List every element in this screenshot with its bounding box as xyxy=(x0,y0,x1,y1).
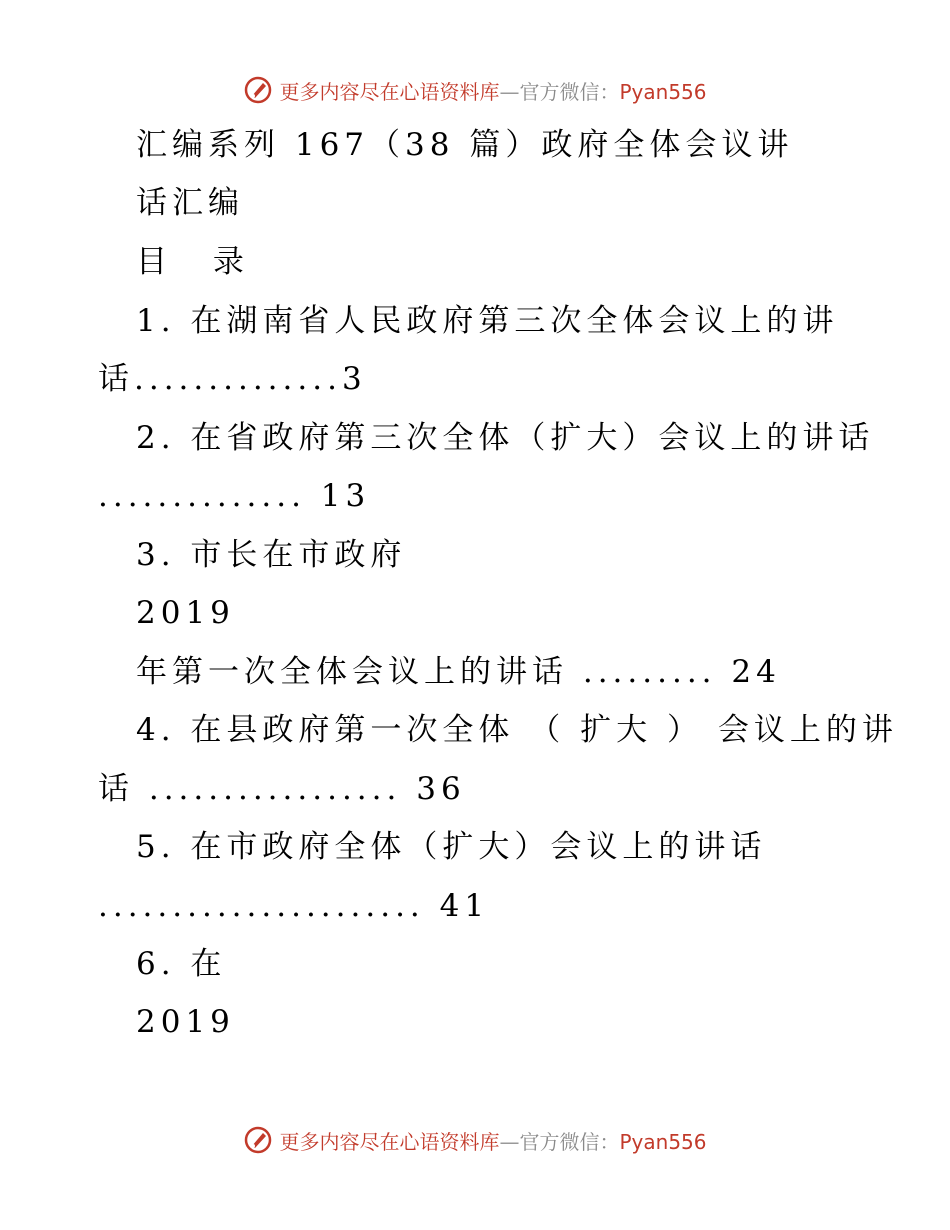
toc-item-2-line-1: 2. 在省政府第三次全体（扩大）会议上的讲话 xyxy=(136,420,875,456)
toc-item-4-line-1: 4. 在县政府第一次全体 （ 扩大 ） 会议上的讲 xyxy=(136,712,898,748)
toc-heading: 目 录 xyxy=(136,244,262,280)
banner-sub-text: 官方微信： xyxy=(519,79,620,104)
banner-sub-text: 官方微信： xyxy=(519,1129,620,1154)
banner-main-text: 更多内容尽在心语资料库 xyxy=(279,1129,500,1154)
toc-item-1-line-1: 1. 在湖南省人民政府第三次全体会议上的讲 xyxy=(136,303,839,339)
toc-item-3-line-3: 年第一次全体会议上的讲话 ......... 24 xyxy=(136,654,781,690)
toc-item-4-line-2: 话 ................. 36 xyxy=(98,771,466,807)
pen-logo-icon xyxy=(243,75,273,105)
toc-item-6-line-2: 2019 xyxy=(136,1004,235,1040)
header-banner xyxy=(0,70,950,110)
banner-dash: — xyxy=(499,79,520,104)
banner-text xyxy=(279,76,706,105)
footer-banner xyxy=(0,1120,950,1160)
banner-wechat-id: Pyan556 xyxy=(619,1129,707,1154)
doc-title-line-1: 汇编系列 167（38 篇）政府全体会议讲 xyxy=(136,127,794,163)
banner-dash: — xyxy=(499,1129,520,1154)
toc-item-5-line-2: ...................... 41 xyxy=(98,888,490,924)
toc-item-2-line-2: .............. 13 xyxy=(98,478,371,514)
toc-item-1-line-2: 话..............3 xyxy=(98,361,367,397)
toc-item-6-line-1: 6. 在 xyxy=(136,946,227,982)
banner-main-text: 更多内容尽在心语资料库 xyxy=(279,79,500,104)
banner-wechat-id: Pyan556 xyxy=(619,79,707,104)
doc-title-line-2: 话汇编 xyxy=(136,185,244,221)
toc-item-5-line-1: 5. 在市政府全体（扩大）会议上的讲话 xyxy=(136,829,767,865)
toc-item-3-line-2: 2019 xyxy=(136,595,235,631)
toc-item-3-line-1: 3. 市长在市政府 xyxy=(136,537,407,573)
banner-text xyxy=(279,1126,706,1155)
pen-logo-icon xyxy=(243,1125,273,1155)
